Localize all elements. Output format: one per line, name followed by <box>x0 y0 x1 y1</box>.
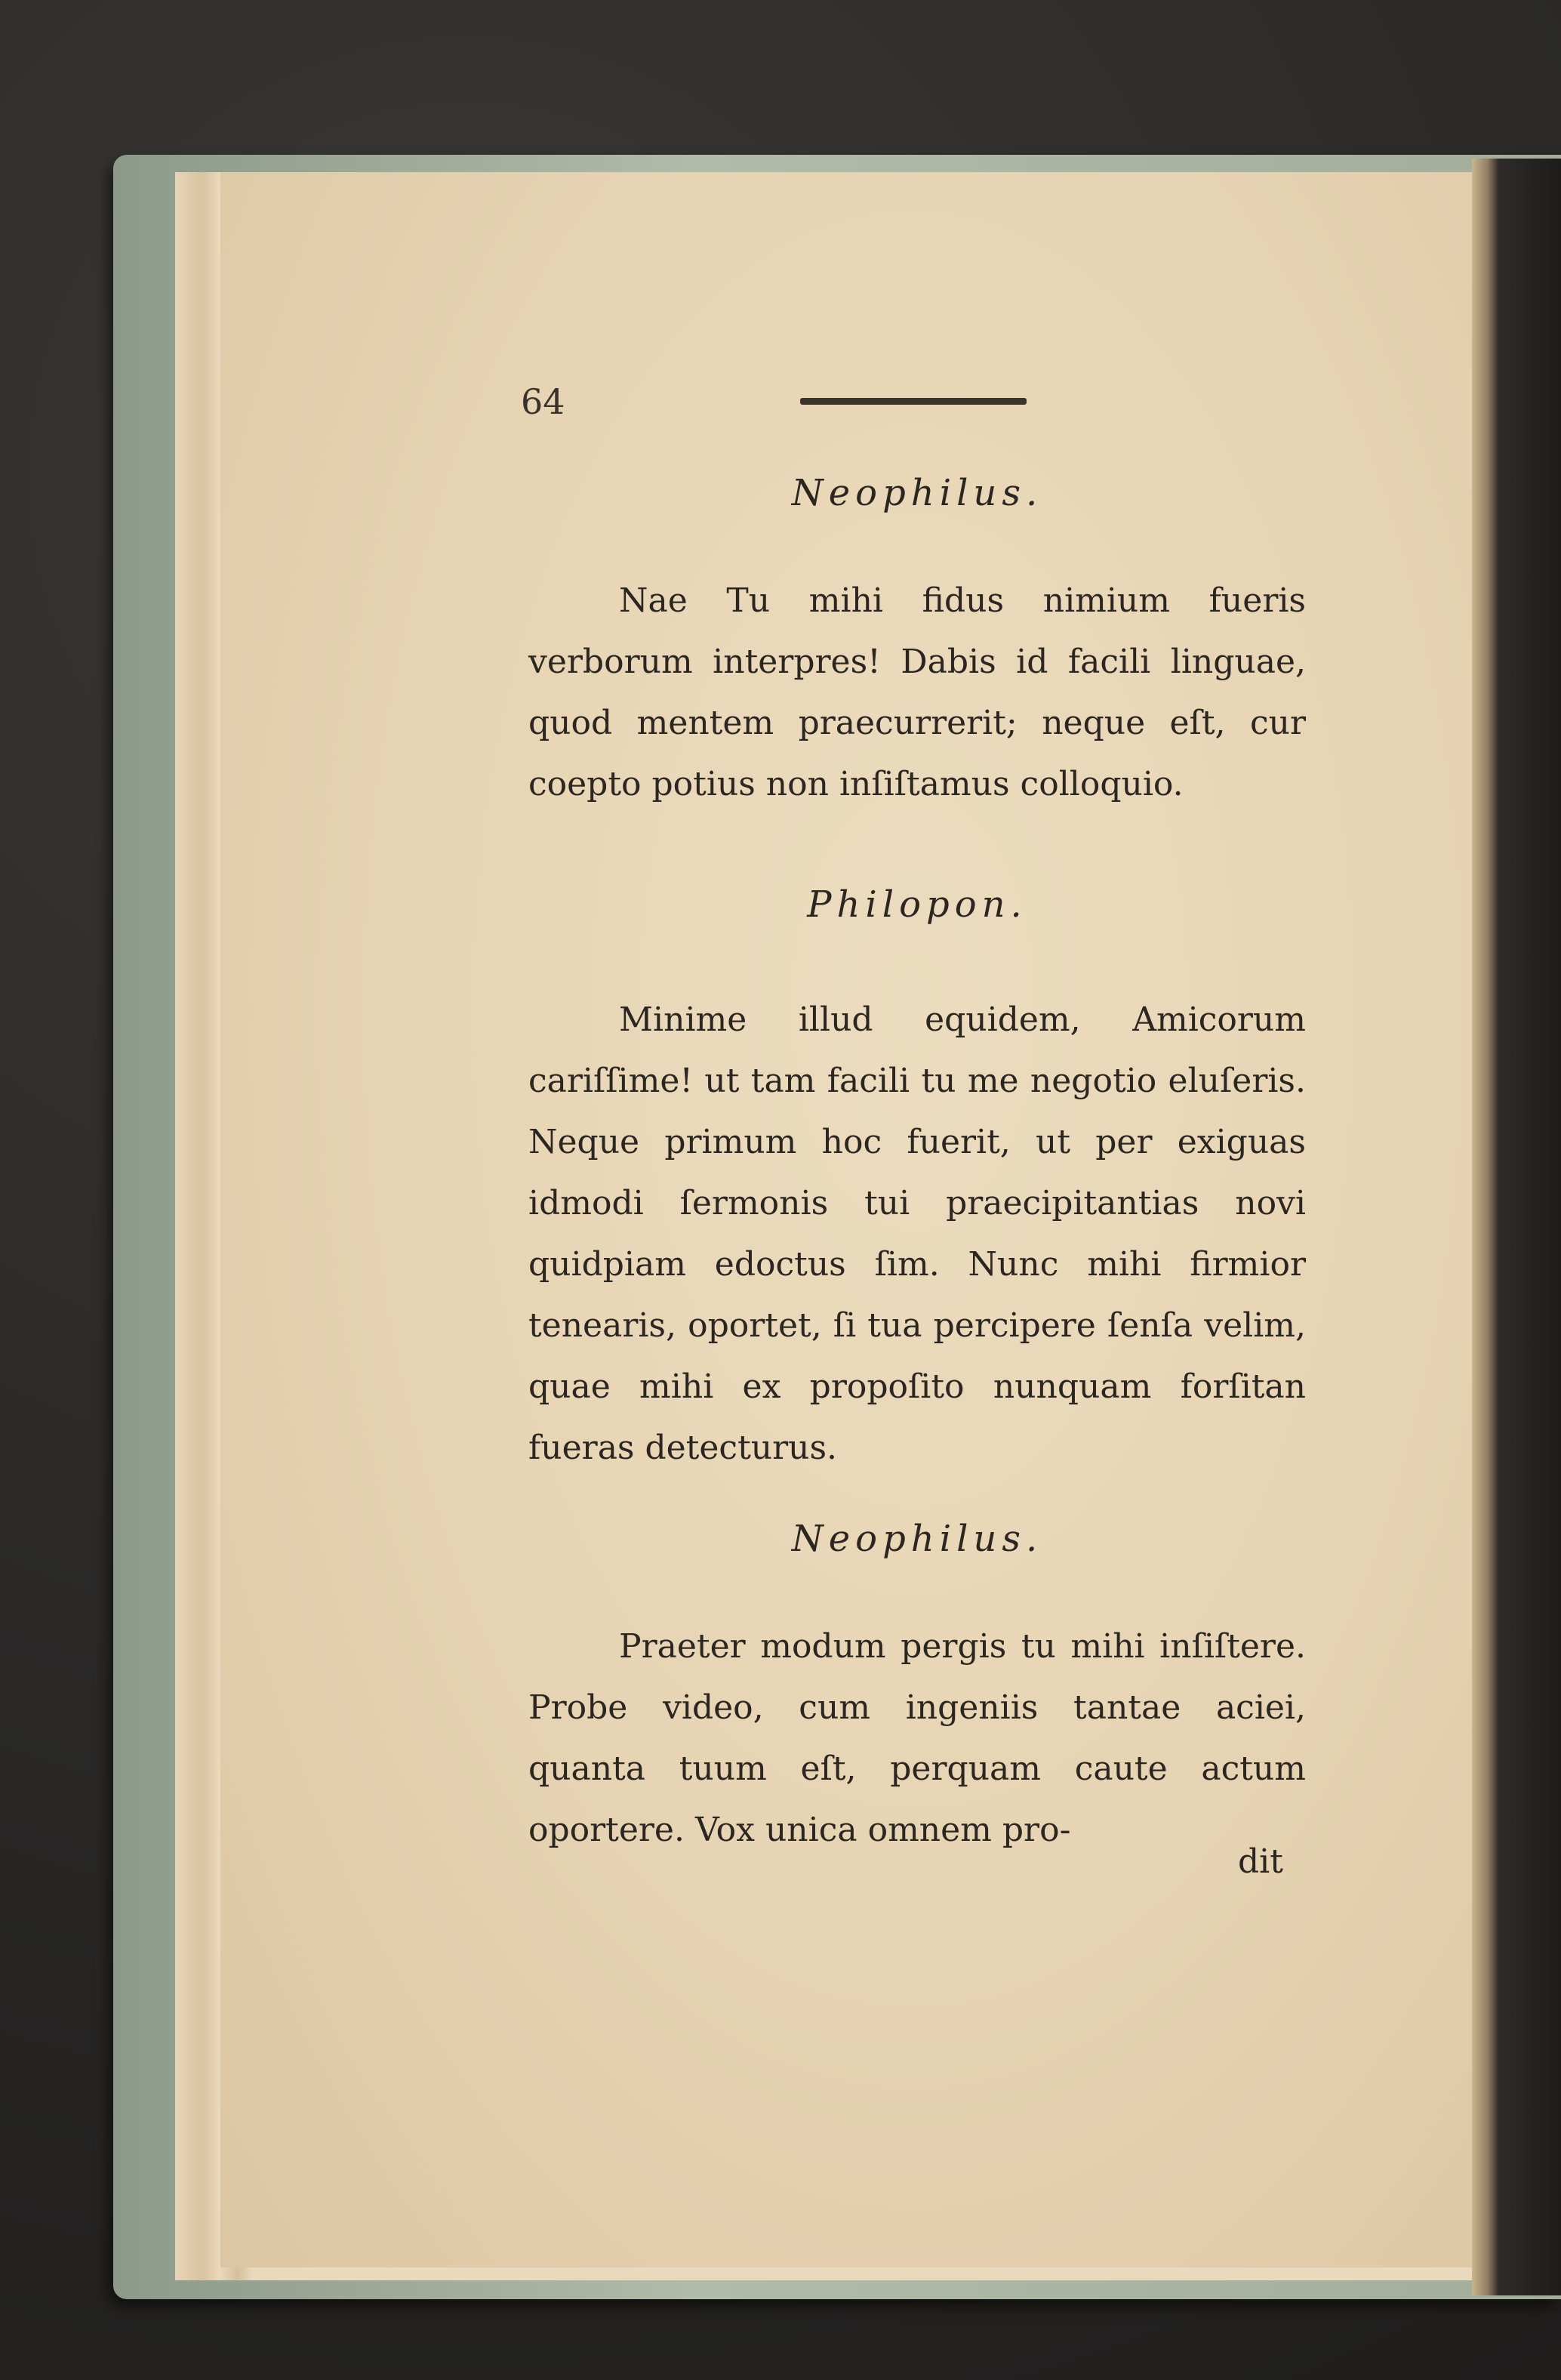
catchword: dit <box>1238 1842 1283 1881</box>
speaker-heading-2: Philopon. <box>807 883 1027 926</box>
speaker-heading-1: Neophilus. <box>791 472 1043 514</box>
paragraph-3: Praeter modum pergis tu mihi inſiſtere. Probe video, cum ingeniis tantae aciei, quanta tuum eſt, perquam caute actum oportere. Vox unica omnem pro- <box>528 1627 1306 1849</box>
speaker-heading-3: Neophilus. <box>791 1518 1043 1560</box>
paragraph-1: Nae Tu mihi fidus nimium fueris verborum interpres! Dabis id facili linguae, quod mentem praecurrerit; neque eſt, cur coepto potius non inſiſtamus colloquio. <box>528 581 1306 803</box>
page-number: 64 <box>521 381 565 422</box>
header-rule <box>800 398 1027 405</box>
book-gutter <box>1472 159 1561 2295</box>
paragraph-2: Minime illud equidem, Amicorum cariſſime! ut tam facili tu me negotio eluſeris. Neque primum hoc fuerit, ut per exiguas idmodi ſermonis tui praecipitantias novi quidpiam edoctus ſim. Nunc mihi firmior tenearis, oportet, ſi tua percipere ſenſa velim, quae mihi ex propoſito nunquam forſitan fueras detecturus. <box>528 1000 1306 1467</box>
